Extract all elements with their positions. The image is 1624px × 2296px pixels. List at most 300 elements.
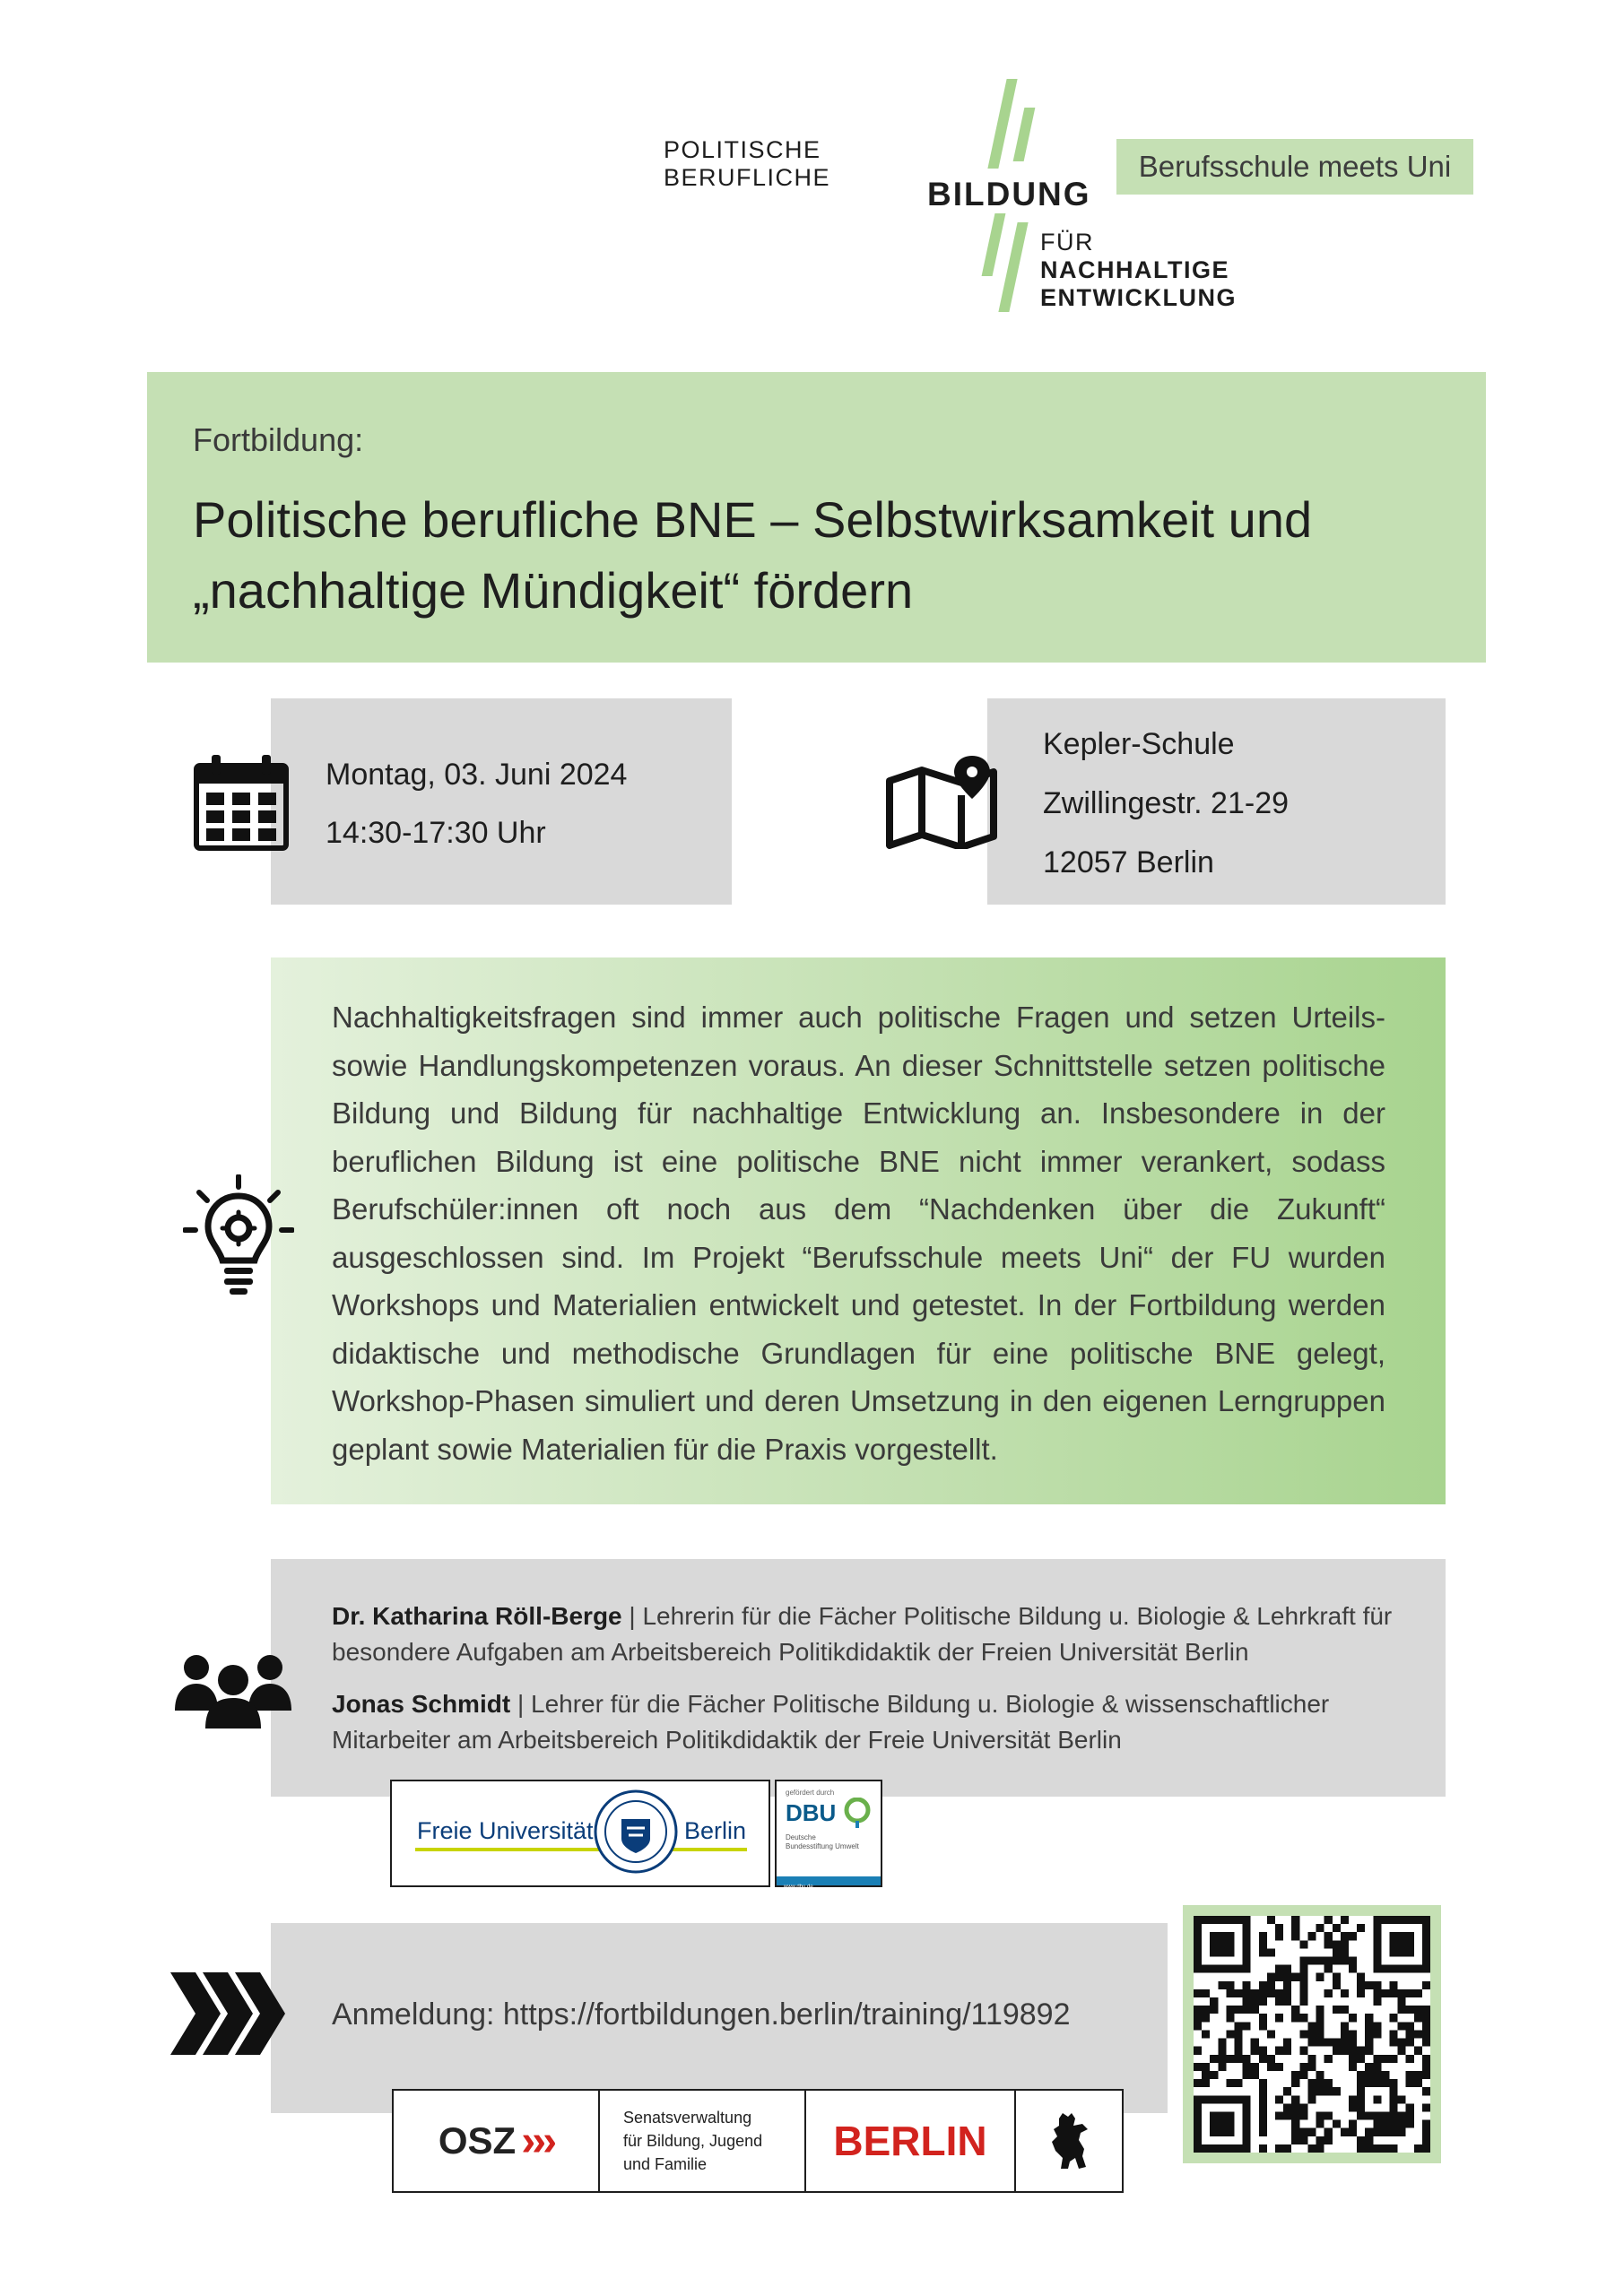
qr-module (1194, 2014, 1202, 2022)
qr-module (1341, 1957, 1349, 1965)
qr-module (1283, 2087, 1291, 2095)
qr-module (1373, 2022, 1381, 2030)
qr-module (1218, 1981, 1226, 1989)
qr-module (1389, 1989, 1397, 1997)
qr-module (1299, 1973, 1307, 1981)
qr-module (1243, 1981, 1251, 1989)
qr-module (1422, 2063, 1430, 2071)
qr-module (1251, 2039, 1259, 2047)
logo-line-3-prefix: FÜR (1040, 229, 1094, 256)
qr-module (1299, 2071, 1307, 2079)
qr-module (1307, 2055, 1316, 2063)
qr-module (1349, 1932, 1357, 1940)
qr-module (1283, 1965, 1291, 1973)
qr-module (1333, 1948, 1341, 1956)
qr-code-frame (1183, 1905, 1441, 2163)
date-box (271, 698, 732, 905)
qr-module (1218, 2039, 1226, 2047)
qr-module (1381, 2071, 1389, 2079)
fu-seal-icon (593, 1789, 679, 1875)
qr-module (1357, 2047, 1365, 2055)
registration-link[interactable]: Anmeldung: https://fortbildungen.berlin/training/119892 (332, 1997, 1071, 2032)
qr-module (1235, 2006, 1243, 2014)
logo-slash (998, 222, 1028, 312)
qr-module (1267, 1916, 1275, 1924)
qr-module (1422, 2039, 1430, 2047)
qr-module (1357, 2055, 1365, 2063)
qr-module (1291, 1924, 1299, 1932)
qr-module (1414, 2079, 1422, 2087)
osz-cell (394, 2091, 600, 2191)
person-2-separator: | (510, 1690, 532, 1718)
qr-module (1259, 1997, 1267, 2006)
qr-module (1406, 2111, 1414, 2119)
qr-module (1333, 2120, 1341, 2128)
berlin-bear-icon (1046, 2110, 1091, 2172)
logo-slash (982, 213, 1006, 276)
qr-module (1324, 1965, 1333, 1973)
qr-module (1283, 2103, 1291, 2111)
qr-module (1422, 2071, 1430, 2079)
qr-module (1406, 2120, 1414, 2128)
qr-module (1259, 2095, 1267, 2103)
qr-module (1414, 2006, 1422, 2014)
qr-module (1349, 2128, 1357, 2136)
qr-module (1398, 2095, 1406, 2103)
qr-module (1398, 2006, 1406, 2014)
qr-module (1349, 1965, 1357, 1973)
qr-module (1422, 2014, 1430, 2022)
qr-module (1194, 2047, 1202, 2055)
qr-module (1267, 1973, 1275, 1981)
qr-module (1422, 2120, 1430, 2128)
qr-module (1283, 1981, 1291, 1989)
title-line-1: Politische berufliche BNE – Selbstwirksamkeit und (193, 491, 1313, 548)
qr-module (1324, 2128, 1333, 2136)
qr-module (1210, 2111, 1234, 2136)
qr-module (1398, 2039, 1406, 2047)
qr-module (1283, 1973, 1291, 1981)
qr-module (1307, 2128, 1316, 2136)
qr-module (1316, 2120, 1324, 2128)
description-text: Nachhaltigkeitsfragen sind immer auch politische Fragen und setzen Urteils- sowie Handlungskompetenzen voraus. An dieser Schnittstelle setzen politische Bildung und Bildung für nachhaltige Entwicklung an. Insbesondere in der beruflichen Bildung ist eine politische BNE nicht immer verankert, sodass Berufschüler:innen oft noch aus dem “Nachdenken über die Zukunft“ ausgeschlossen sind. Im Projekt “Berufsschule meets Uni“ der FU wurden Workshops und Materialien entwickelt und getestet. In der Fortbildung werden didaktische und methodische Grundlagen für eine politische BNE gelegt, Workshop-Phasen simuliert und deren Umsetzung in den eigenen Lerngruppen geplant sowie Materialien für die Praxis vorgestellt. (332, 1001, 1385, 1466)
qr-module (1299, 1965, 1307, 1973)
qr-module (1389, 2030, 1397, 2038)
senat-line-2: für Bildung, Jugend (623, 2132, 763, 2150)
qr-module (1259, 1940, 1267, 1948)
qr-module (1235, 2022, 1243, 2030)
qr-module (1381, 2144, 1389, 2153)
qr-module (1333, 1957, 1341, 1965)
qr-module (1299, 2030, 1307, 2038)
qr-module (1307, 2039, 1316, 2047)
qr-module (1291, 2006, 1299, 2014)
qr-module (1349, 2055, 1357, 2063)
qr-module (1275, 1997, 1283, 2006)
qr-module (1299, 2063, 1307, 2071)
qr-module (1194, 2079, 1202, 2087)
qr-module (1251, 2006, 1259, 2014)
qr-module (1291, 2071, 1299, 2079)
qr-module (1210, 2006, 1218, 2014)
qr-module (1259, 2014, 1267, 2022)
qr-module (1202, 2014, 1210, 2022)
location-street: Zwillingestr. 21-29 (1043, 786, 1290, 820)
qr-module (1291, 2111, 1299, 2119)
qr-module (1414, 2030, 1422, 2038)
qr-module (1259, 1981, 1267, 1989)
person-2-name: Jonas Schmidt (332, 1690, 511, 1718)
qr-module (1194, 2022, 1202, 2030)
qr-module (1210, 2055, 1218, 2063)
qr-module (1398, 1997, 1406, 2006)
qr-module (1316, 1973, 1324, 1981)
person-1-separator: | (621, 1602, 643, 1630)
qr-module (1243, 2022, 1251, 2030)
dbu-logo (775, 1780, 882, 1890)
qr-module (1349, 2063, 1357, 2071)
qr-module (1422, 2022, 1430, 2030)
qr-module (1275, 2047, 1283, 2055)
qr-module (1349, 2039, 1357, 2047)
qr-module (1414, 2071, 1422, 2079)
senat-line-1: Senatsverwaltung (623, 2109, 752, 2127)
qr-module (1341, 2039, 1349, 2047)
qr-module (1365, 2047, 1373, 2055)
qr-module (1373, 2095, 1381, 2103)
person-1-role: Lehrerin für die Fächer Politische Bildung u. Biologie & Lehrkraft für besondere Aufgaben am Arbeitsbereich Politikdidaktik der Freien Universität Berlin (332, 1602, 1393, 1666)
berlin-cell (806, 2091, 1016, 2191)
qr-module (1357, 2136, 1365, 2144)
qr-module (1381, 2120, 1389, 2128)
qr-module (1349, 2030, 1357, 2038)
qr-module (1333, 2006, 1341, 2014)
qr-module (1365, 2022, 1373, 2030)
qr-module (1324, 2136, 1333, 2144)
qr-module (1316, 2022, 1324, 2030)
qr-module (1283, 1997, 1291, 2006)
qr-module (1365, 2063, 1373, 2071)
qr-module (1299, 1997, 1307, 2006)
qr-module (1226, 1989, 1234, 1997)
qr-module (1307, 2144, 1316, 2153)
qr-module (1307, 2087, 1316, 2095)
qr-module (1243, 1997, 1251, 2006)
qr-module (1299, 1989, 1307, 1997)
qr-module (1259, 1989, 1267, 1997)
logo-slash (1013, 108, 1036, 161)
qr-module (1316, 2111, 1324, 2119)
person-2-role: Lehrer für die Fächer Politische Bildung u. Biologie & wissenschaftlicher Mitarbeiter am Arbeitsbereich Politikdidaktik der Freie Universität Berlin (332, 1690, 1330, 1754)
qr-module (1226, 1981, 1234, 1989)
qr-module (1267, 1948, 1275, 1956)
qr-module (1226, 2079, 1234, 2087)
qr-module (1324, 1940, 1333, 1948)
qr-module (1381, 2055, 1389, 2063)
qr-module (1243, 2063, 1251, 2071)
qr-module (1324, 2111, 1333, 2119)
qr-module (1291, 2079, 1299, 2087)
qr-module (1210, 1997, 1218, 2006)
qr-module (1341, 2128, 1349, 2136)
qr-module (1373, 2128, 1381, 2136)
location-name: Kepler-Schule (1043, 727, 1235, 761)
qr-module (1299, 2111, 1307, 2119)
qr-module (1373, 2030, 1381, 2038)
qr-module (1316, 2144, 1324, 2153)
qr-module (1299, 2047, 1307, 2055)
qr-module (1259, 2128, 1267, 2136)
senat-cell (600, 2091, 806, 2191)
fu-berlin-logo (390, 1780, 770, 1887)
qr-module (1299, 2103, 1307, 2111)
qr-module (1251, 1997, 1259, 2006)
qr-module (1357, 1973, 1365, 1981)
qr-module (1259, 2087, 1267, 2095)
qr-module (1389, 1981, 1397, 1989)
qr-module (1275, 2014, 1283, 2022)
dbu-name: DBU (786, 1799, 837, 1826)
qr-module (1389, 2120, 1397, 2128)
qr-module (1349, 1957, 1357, 1965)
fu-logo-left: Freie Universität (417, 1817, 594, 1844)
qr-module (1210, 1932, 1234, 1956)
qr-module (1398, 1989, 1406, 1997)
lightbulb-icon (183, 1174, 294, 1296)
qr-module (1333, 2087, 1341, 2095)
dbu-leaf-icon (843, 1798, 872, 1828)
qr-module (1218, 2055, 1226, 2063)
qr-module (1389, 2039, 1397, 2047)
qr-module (1414, 1989, 1422, 1997)
qr-module (1283, 1989, 1291, 1997)
qr-code-icon (1194, 1916, 1430, 2153)
qr-module (1373, 2120, 1381, 2128)
qr-module (1373, 1997, 1381, 2006)
qr-module (1202, 2030, 1210, 2038)
dbu-funded-label: gefördert durch (786, 1789, 835, 1797)
qr-module (1422, 1981, 1430, 1989)
qr-module (1275, 1965, 1283, 1973)
qr-module (1324, 2079, 1333, 2087)
qr-module (1406, 2055, 1414, 2063)
qr-module (1422, 2136, 1430, 2144)
qr-module (1275, 2095, 1283, 2103)
qr-module (1226, 2006, 1234, 2014)
senat-line-3: und Familie (623, 2155, 708, 2173)
chevrons-icon (170, 1972, 287, 2055)
title-line-2: „nachhaltige Mündigkeit“ fördern (193, 562, 914, 619)
qr-module (1307, 2022, 1316, 2030)
qr-module (1406, 2030, 1414, 2038)
qr-module (1259, 2055, 1267, 2063)
qr-module (1324, 1916, 1333, 1924)
qr-module (1267, 2063, 1275, 2071)
qr-module (1333, 2039, 1341, 2047)
qr-module (1275, 1932, 1283, 1940)
qr-module (1398, 2120, 1406, 2128)
qr-module (1275, 1973, 1283, 1981)
qr-module (1194, 2006, 1202, 2014)
qr-module (1243, 2071, 1251, 2079)
qr-module (1243, 2055, 1251, 2063)
qr-module (1291, 2103, 1299, 2111)
qr-module (1333, 1973, 1341, 1981)
qr-module (1365, 2144, 1373, 2153)
qr-module (1283, 2039, 1291, 2047)
qr-module (1406, 1989, 1414, 1997)
qr-module (1349, 2014, 1357, 2022)
qr-module (1365, 2039, 1373, 2047)
qr-module (1226, 2014, 1234, 2022)
qr-module (1235, 2055, 1243, 2063)
qr-module (1333, 2047, 1341, 2055)
qr-module (1365, 2014, 1373, 2022)
qr-module (1316, 1924, 1324, 1932)
qr-module (1291, 1932, 1299, 1940)
fu-logo-right: Berlin (684, 1817, 747, 1844)
qr-module (1291, 2095, 1299, 2103)
qr-module (1341, 1932, 1349, 1940)
qr-module (1341, 2022, 1349, 2030)
qr-code[interactable] (1194, 1916, 1430, 2153)
qr-module (1316, 1957, 1324, 1965)
qr-module (1307, 2079, 1316, 2087)
location-city: 12057 Berlin (1043, 845, 1214, 879)
qr-module (1275, 1924, 1283, 1932)
qr-module (1299, 2014, 1307, 2022)
qr-module (1243, 1989, 1251, 1997)
qr-module (1275, 2063, 1283, 2071)
qr-module (1414, 2014, 1422, 2022)
qr-module (1259, 1932, 1267, 1940)
qr-module (1381, 2128, 1389, 2136)
qr-module (1259, 2120, 1267, 2128)
qr-module (1291, 2014, 1299, 2022)
qr-module (1291, 1973, 1299, 1981)
qr-module (1307, 1932, 1316, 1940)
qr-module (1307, 2063, 1316, 2071)
qr-module (1341, 1989, 1349, 1997)
qr-module (1341, 2030, 1349, 2038)
qr-module (1324, 1932, 1333, 1940)
qr-module (1398, 2128, 1406, 2136)
qr-module (1373, 2063, 1381, 2071)
qr-module (1194, 1989, 1202, 1997)
qr-module (1406, 2039, 1414, 2047)
qr-module (1365, 2128, 1373, 2136)
qr-module (1422, 2103, 1430, 2111)
qr-module (1291, 1916, 1299, 1924)
qr-module (1406, 2071, 1414, 2079)
qr-module (1324, 1989, 1333, 1997)
qr-module (1299, 2128, 1307, 2136)
qr-module (1259, 2144, 1267, 2153)
qr-module (1365, 2071, 1373, 2079)
qr-module (1243, 2006, 1251, 2014)
qr-module (1194, 2063, 1202, 2071)
qr-module (1210, 2071, 1218, 2079)
qr-module (1316, 2087, 1324, 2095)
qr-module (1333, 1940, 1341, 1948)
qr-module (1275, 1989, 1283, 1997)
qr-module (1291, 2128, 1299, 2136)
qr-module (1235, 2079, 1243, 2087)
qr-module (1202, 2079, 1210, 2087)
qr-module (1389, 2014, 1397, 2022)
qr-module (1307, 1957, 1316, 1965)
qr-module (1406, 2006, 1414, 2014)
qr-module (1316, 2079, 1324, 2087)
qr-module (1235, 2039, 1243, 2047)
qr-module (1324, 2087, 1333, 2095)
qr-module (1299, 1957, 1307, 1965)
osz-label: OSZ (438, 2119, 517, 2162)
qr-module (1398, 2022, 1406, 2030)
qr-module (1267, 2030, 1275, 2038)
qr-module (1381, 1989, 1389, 1997)
qr-module (1357, 1989, 1365, 1997)
qr-module (1259, 2022, 1267, 2030)
qr-module (1226, 2055, 1234, 2063)
qr-module (1357, 2071, 1365, 2079)
qr-module (1316, 2006, 1324, 2014)
qr-module (1283, 2144, 1291, 2153)
qr-module (1259, 2047, 1267, 2055)
qr-module (1389, 2144, 1397, 2153)
qr-module (1349, 2095, 1357, 2103)
event-date: Montag, 03. Juni 2024 (326, 758, 628, 792)
qr-module (1398, 2111, 1406, 2119)
bear-cell (1016, 2091, 1122, 2191)
qr-module (1226, 2030, 1234, 2038)
qr-module (1324, 2039, 1333, 2047)
dbu-sub-1: Deutsche (786, 1833, 816, 1841)
qr-module (1316, 2014, 1324, 2022)
qr-module (1316, 2039, 1324, 2047)
qr-module (1341, 1916, 1349, 1924)
qr-module (1365, 2030, 1373, 2038)
qr-module (1333, 1924, 1341, 1932)
map-icon (886, 756, 1001, 849)
calendar-icon (194, 753, 289, 852)
qr-module (1259, 2111, 1267, 2119)
person-1-name: Dr. Katharina Röll-Berge (332, 1602, 622, 1630)
logo-line-3 (1040, 229, 1237, 312)
qr-module (1389, 2055, 1397, 2063)
qr-module (1202, 1989, 1210, 1997)
qr-module (1398, 2047, 1406, 2055)
senat-text (623, 2106, 762, 2176)
qr-module (1357, 2144, 1365, 2153)
qr-module (1373, 2144, 1381, 2153)
qr-module (1202, 2006, 1210, 2014)
qr-module (1307, 2030, 1316, 2038)
qr-module (1341, 1940, 1349, 1948)
qr-module (1357, 1981, 1365, 1989)
qr-module (1406, 2022, 1414, 2030)
berlin-label: BERLIN (833, 2118, 987, 2164)
qr-module (1349, 2103, 1357, 2111)
qr-module (1267, 1989, 1275, 1997)
qr-module (1422, 2144, 1430, 2153)
osz-arrows: ››› (521, 2117, 554, 2165)
logo-line-1: POLITISCHE BERUFLICHE (664, 136, 831, 191)
event-time: 14:30-17:30 Uhr (326, 816, 546, 850)
title-label: Fortbildung: (193, 421, 364, 458)
qr-module (1422, 2055, 1430, 2063)
qr-module (1349, 2120, 1357, 2128)
